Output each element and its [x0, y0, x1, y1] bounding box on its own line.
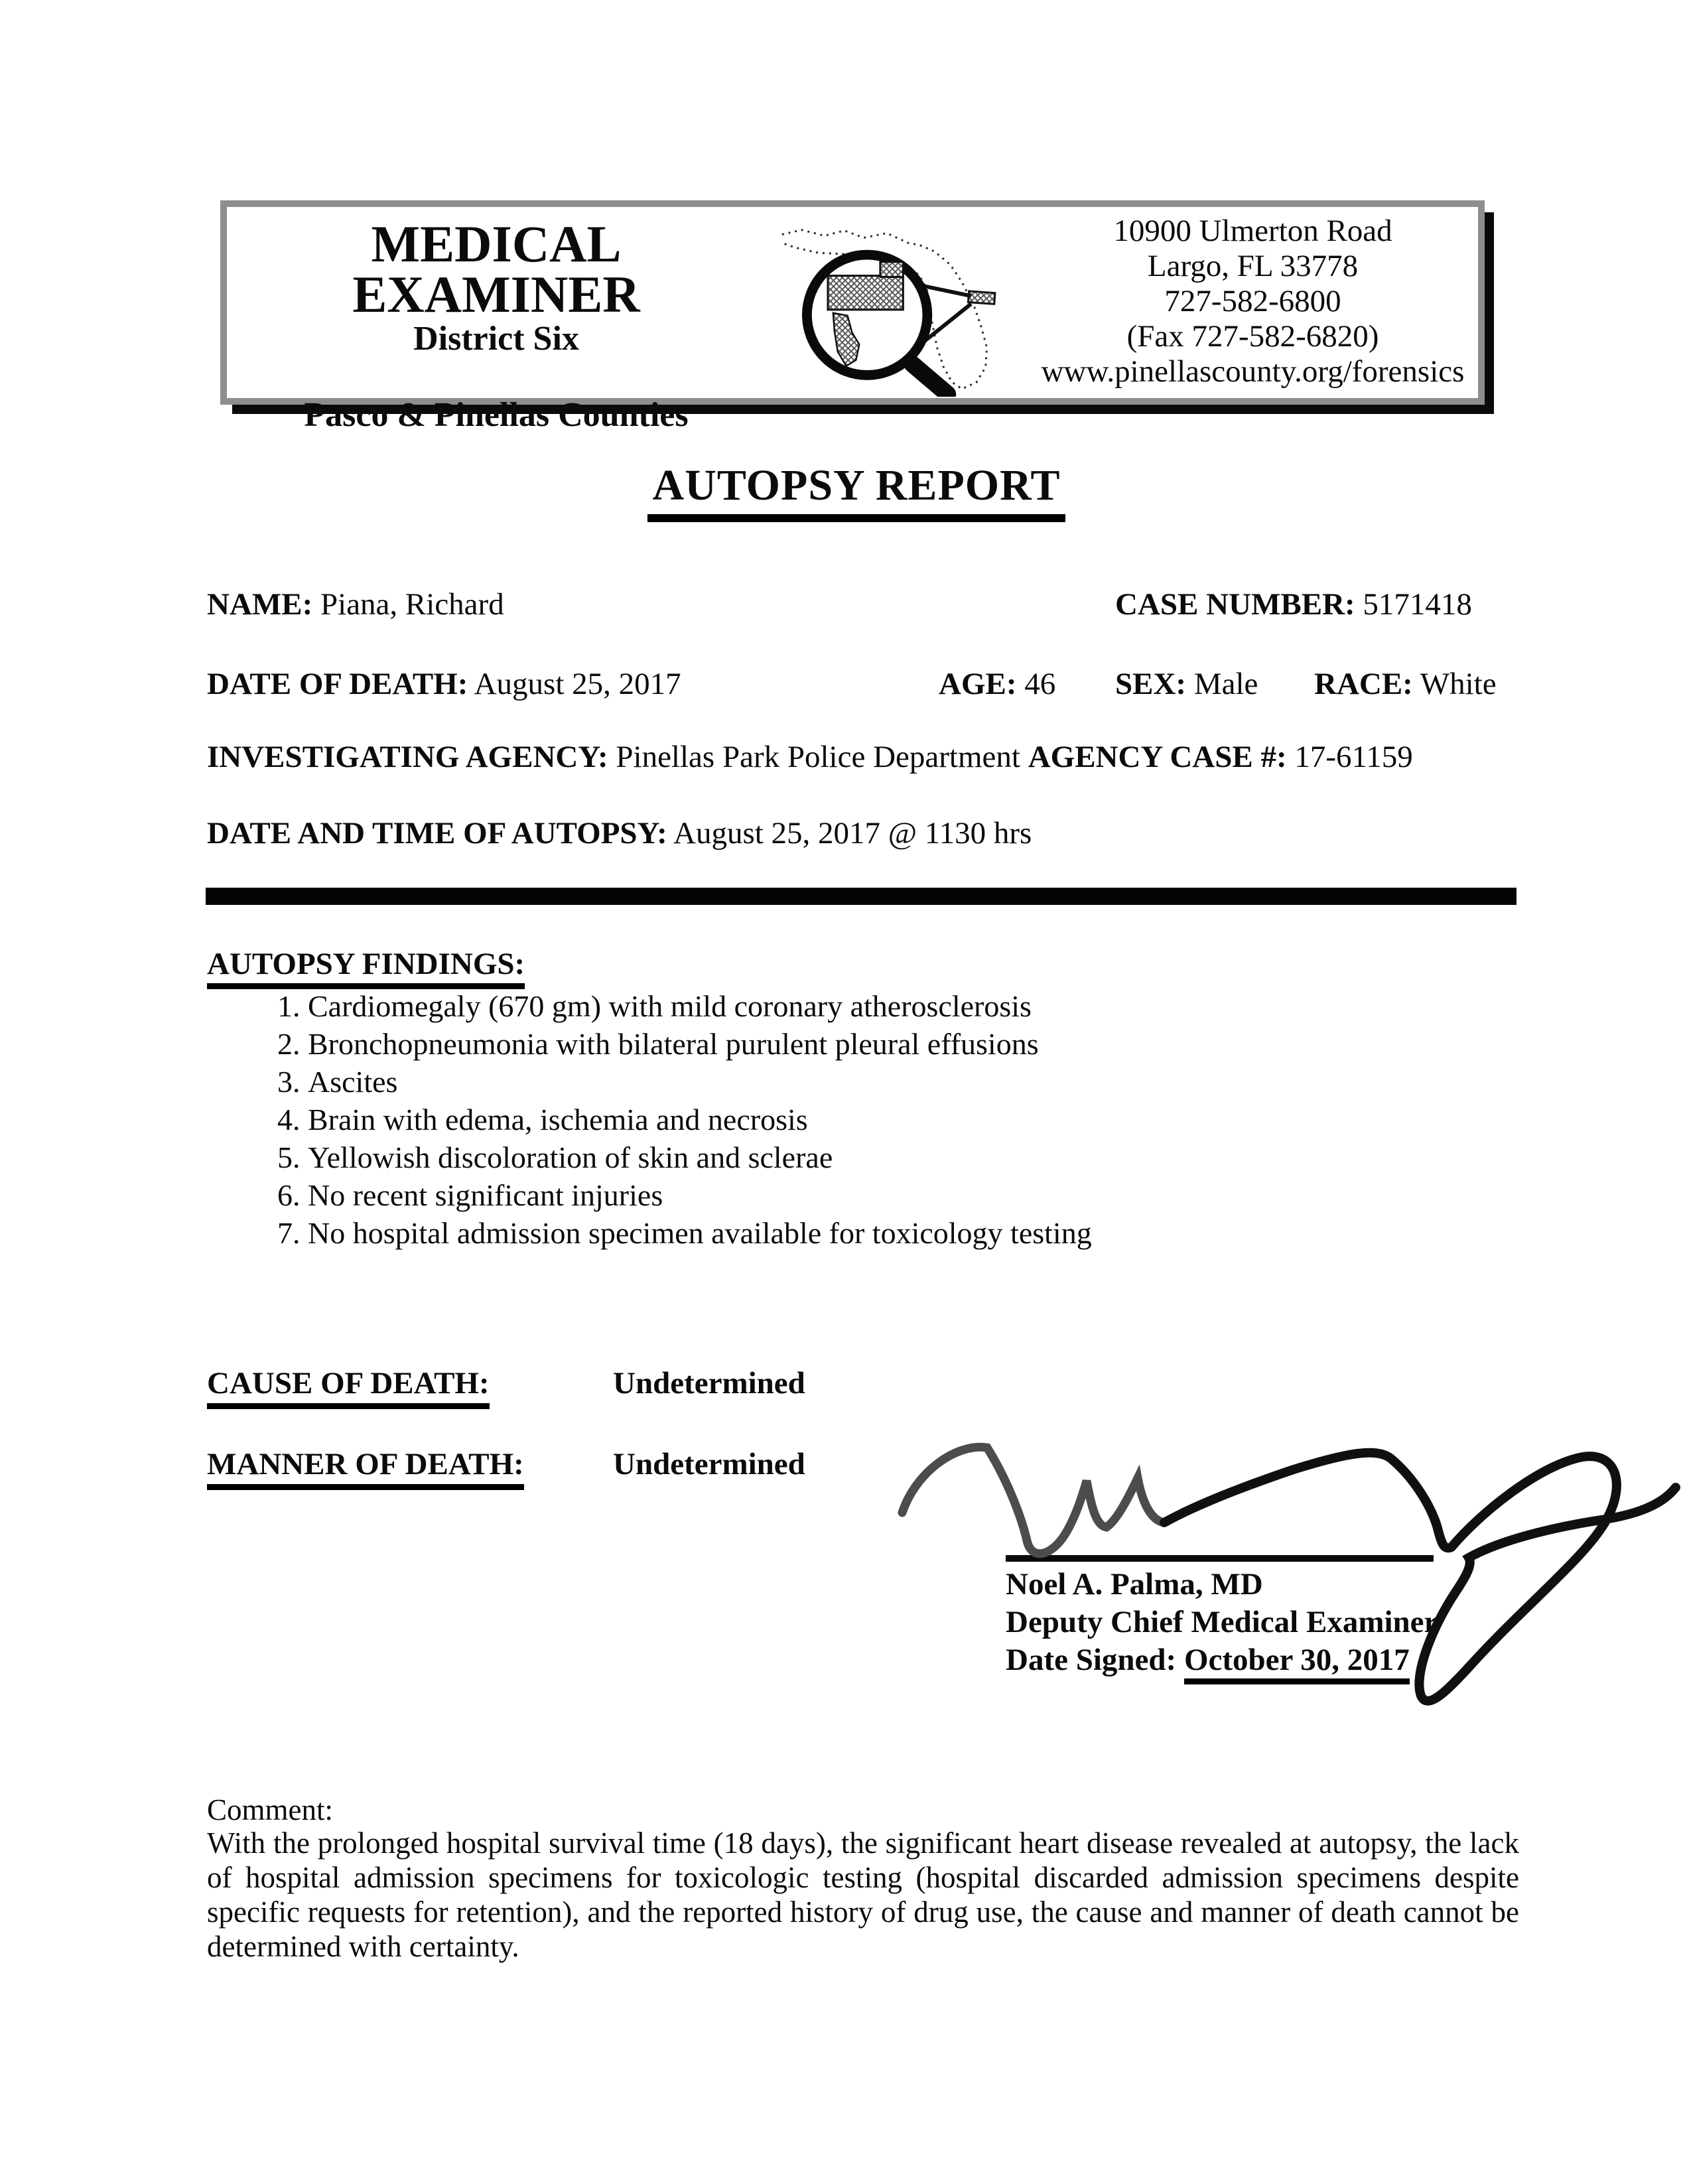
letterhead-address [1028, 207, 1478, 398]
sex-label: SEX: [1115, 667, 1187, 701]
date-of-death-value: August 25, 2017 [474, 667, 681, 701]
agency-row [207, 739, 1520, 780]
agency-case-label: AGENCY CASE #: [1028, 740, 1287, 774]
race-label: RACE: [1314, 667, 1413, 701]
address-line: (Fax 727-582-6820) [1126, 319, 1379, 354]
death-details-row [207, 666, 1520, 707]
findings-heading: AUTOPSY FINDINGS: [207, 946, 525, 982]
findings-list [207, 987, 1618, 1252]
age-value: 46 [1024, 667, 1056, 701]
sex-value: Male [1193, 667, 1258, 701]
sex-field [1115, 666, 1258, 702]
section-divider-bar [206, 888, 1516, 905]
date-of-death-field [207, 667, 681, 701]
signature-scrawl [882, 1426, 1685, 1712]
signer-title: Deputy Chief Medical Examiner [1006, 1605, 1438, 1639]
agency-case-value: 17-61159 [1294, 740, 1413, 774]
finding-item: 3. Ascites [308, 1063, 1618, 1101]
finding-item: 5. Yellowish discoloration of skin and sclerae [308, 1138, 1618, 1176]
address-line: 10900 Ulmerton Road [1113, 214, 1392, 248]
age-field [939, 666, 1055, 702]
address-line: Largo, FL 33778 [1147, 249, 1359, 283]
finding-item: 7. No hospital admission specimen available for toxicology testing [308, 1214, 1618, 1252]
agency-label: INVESTIGATING AGENCY: [207, 740, 608, 774]
finding-item: 2. Bronchopneumonia with bilateral purulent pleural effusions [308, 1025, 1618, 1063]
name-value: Piana, Richard [320, 587, 504, 622]
age-label: AGE: [939, 667, 1017, 701]
signer-name: Noel A. Palma, MD [1006, 1567, 1263, 1602]
race-field [1314, 666, 1497, 702]
office-title: MEDICAL EXAMINER [352, 215, 640, 323]
name-label: NAME: [207, 587, 313, 622]
case-number-field [1115, 586, 1472, 622]
name-field [207, 587, 504, 622]
name-row [207, 586, 1520, 628]
date-signed-label: Date Signed: [1006, 1643, 1177, 1677]
manner-of-death-value: Undetermined [613, 1447, 805, 1481]
finding-item: 6. No recent significant injuries [308, 1176, 1618, 1214]
cause-of-death-value: Undetermined [613, 1366, 805, 1400]
comment-heading: Comment: [207, 1793, 333, 1826]
florida-map-magnifier-icon [766, 207, 1028, 398]
manner-of-death-label: MANNER OF DEATH: [207, 1447, 524, 1490]
address-line: 727-582-6800 [1164, 284, 1341, 318]
finding-item: 4. Brain with edema, ischemia and necrosis [308, 1101, 1618, 1138]
date-signed-value: October 30, 2017 [1184, 1643, 1410, 1684]
autopsy-datetime-row [207, 815, 1520, 856]
office-counties: Pasco & Pinellas Counties [304, 396, 689, 434]
race-value: White [1420, 667, 1497, 701]
manner-of-death-row [207, 1446, 805, 1482]
letterhead-office [227, 207, 766, 434]
cause-of-death-row [207, 1365, 805, 1401]
case-number-label: CASE NUMBER: [1115, 587, 1355, 622]
date-of-death-label: DATE OF DEATH: [207, 667, 468, 701]
agency-value: Pinellas Park Police Department [616, 740, 1020, 774]
letterhead [220, 200, 1485, 434]
address-line: www.pinellascounty.org/forensics [1041, 354, 1465, 389]
cause-of-death-label: CAUSE OF DEATH: [207, 1366, 490, 1409]
autopsy-datetime-label: DATE AND TIME OF AUTOPSY: [207, 816, 667, 851]
autopsy-datetime-value: August 25, 2017 @ 1130 hrs [673, 816, 1032, 851]
office-district: District Six [413, 320, 579, 358]
finding-item: 1. Cardiomegaly (670 gm) with mild coronary atherosclerosis [308, 987, 1618, 1025]
report-title: AUTOPSY REPORT [0, 460, 1685, 522]
case-number-value: 5171418 [1363, 587, 1472, 622]
comment-text: With the prolonged hospital survival time (18 days), the significant heart disease revealed at autopsy, the lack of hospital admission specimens for toxicologic testing (hospital discarded admission specimens despite specific requests for retention), and the reported history of drug use, the cause and manner of death cannot be determined with certainty. [207, 1826, 1519, 1963]
